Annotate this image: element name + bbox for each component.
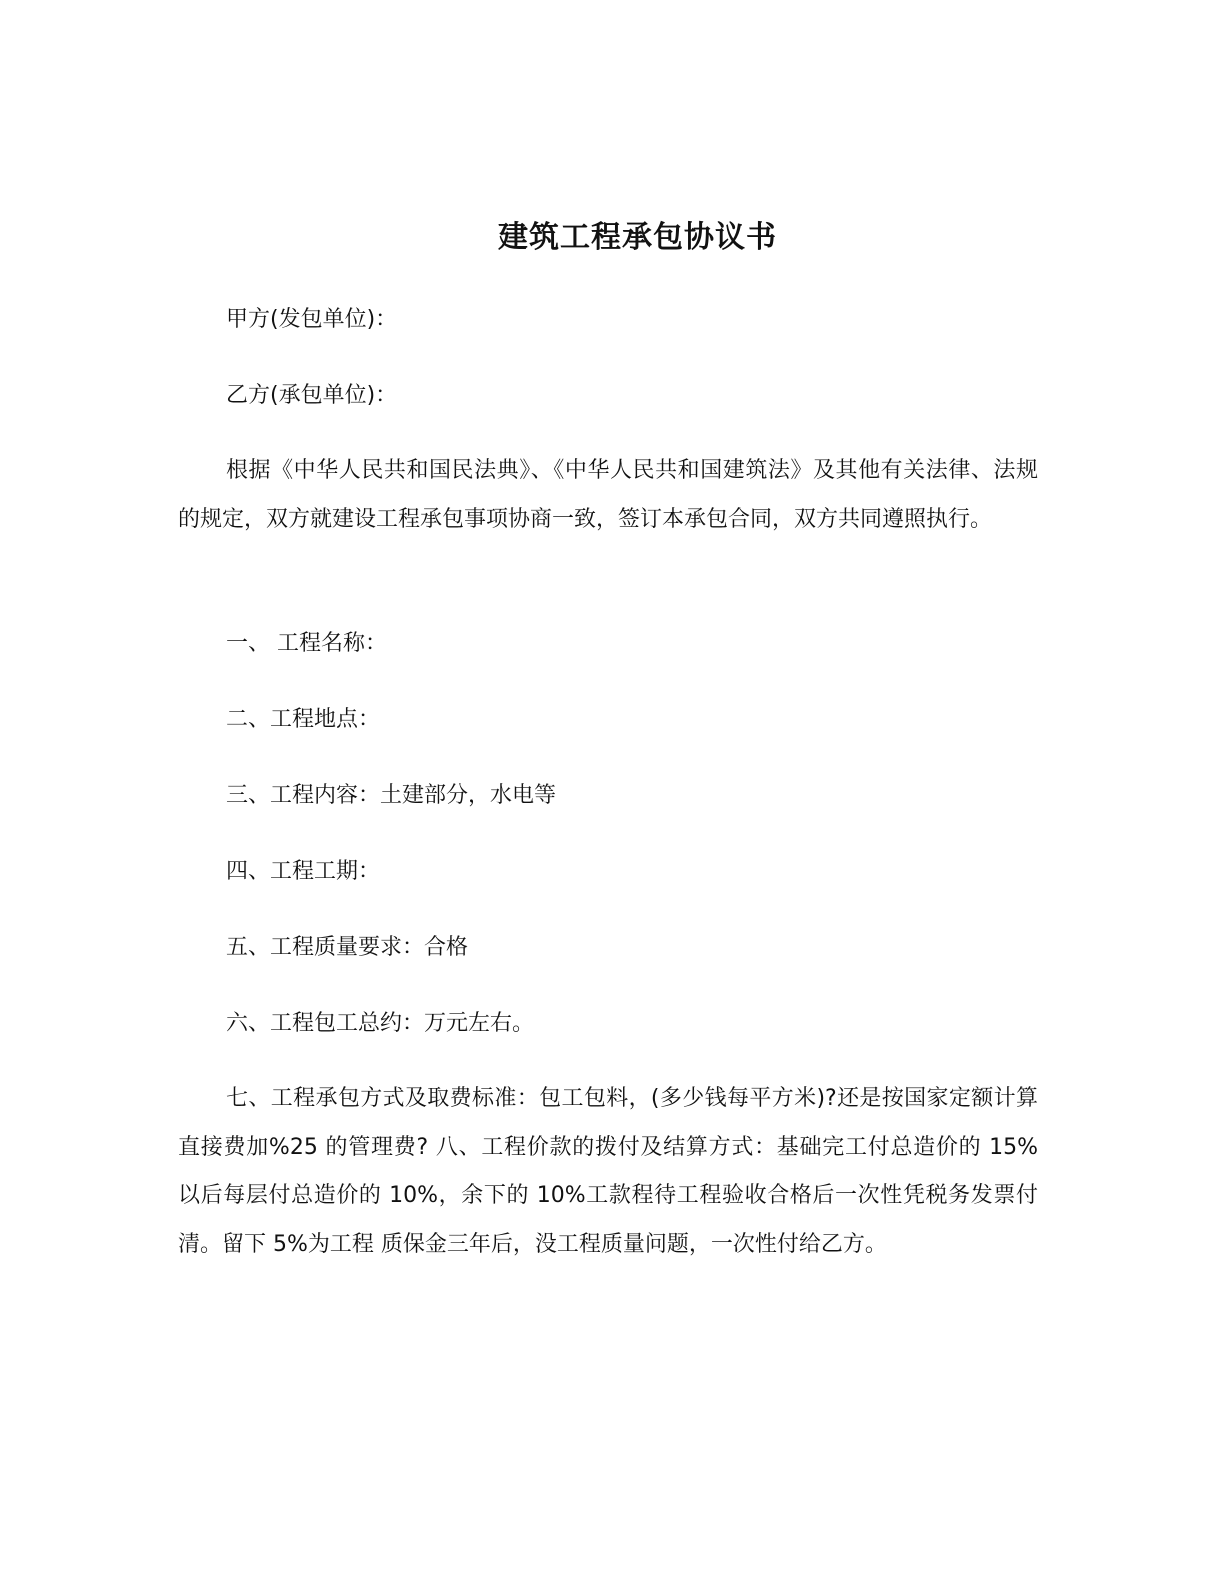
clause-contract-method-paragraph: 七、工程承包方式及取费标准：包工包料，(多少钱每平方米)?还是按国家定额计算直接费加%25 的管理费? 八、工程价款的拨付及结算方式：基础完工付总造价的 15% 以后每层付总造价的 10%，余下的 10%工款程待工程验收合格后一次性凭税务发票付清。留下 5%为工程 质保金三年后，没工程质量问题，一次性付给乙方。 [178, 1086, 1038, 1257]
clause-project-duration: 四、工程工期： [226, 859, 381, 884]
clause-project-content: 三、工程内容：土建部分，水电等 [226, 783, 557, 808]
clause-quality-requirement: 五、工程质量要求：合格 [226, 935, 469, 960]
clause-project-name: 一、 工程名称： [226, 631, 387, 656]
party-b-line: 乙方(承包单位)： [226, 383, 398, 408]
preamble-paragraph: 根据《中华人民共和国民法典》、《中华人民共和国建筑法》及其他有关法律、法规的规定，双方就建设工程承包事项协商一致，签订本承包合同，双方共同遵照执行。 [178, 458, 1038, 532]
clause-total-contract: 六、工程包工总约：万元左右。 [226, 1011, 535, 1036]
clause-project-location: 二、工程地点： [226, 707, 381, 732]
document-title: 建筑工程承包协议书 [498, 220, 777, 255]
party-a-line: 甲方(发包单位)： [226, 307, 398, 332]
